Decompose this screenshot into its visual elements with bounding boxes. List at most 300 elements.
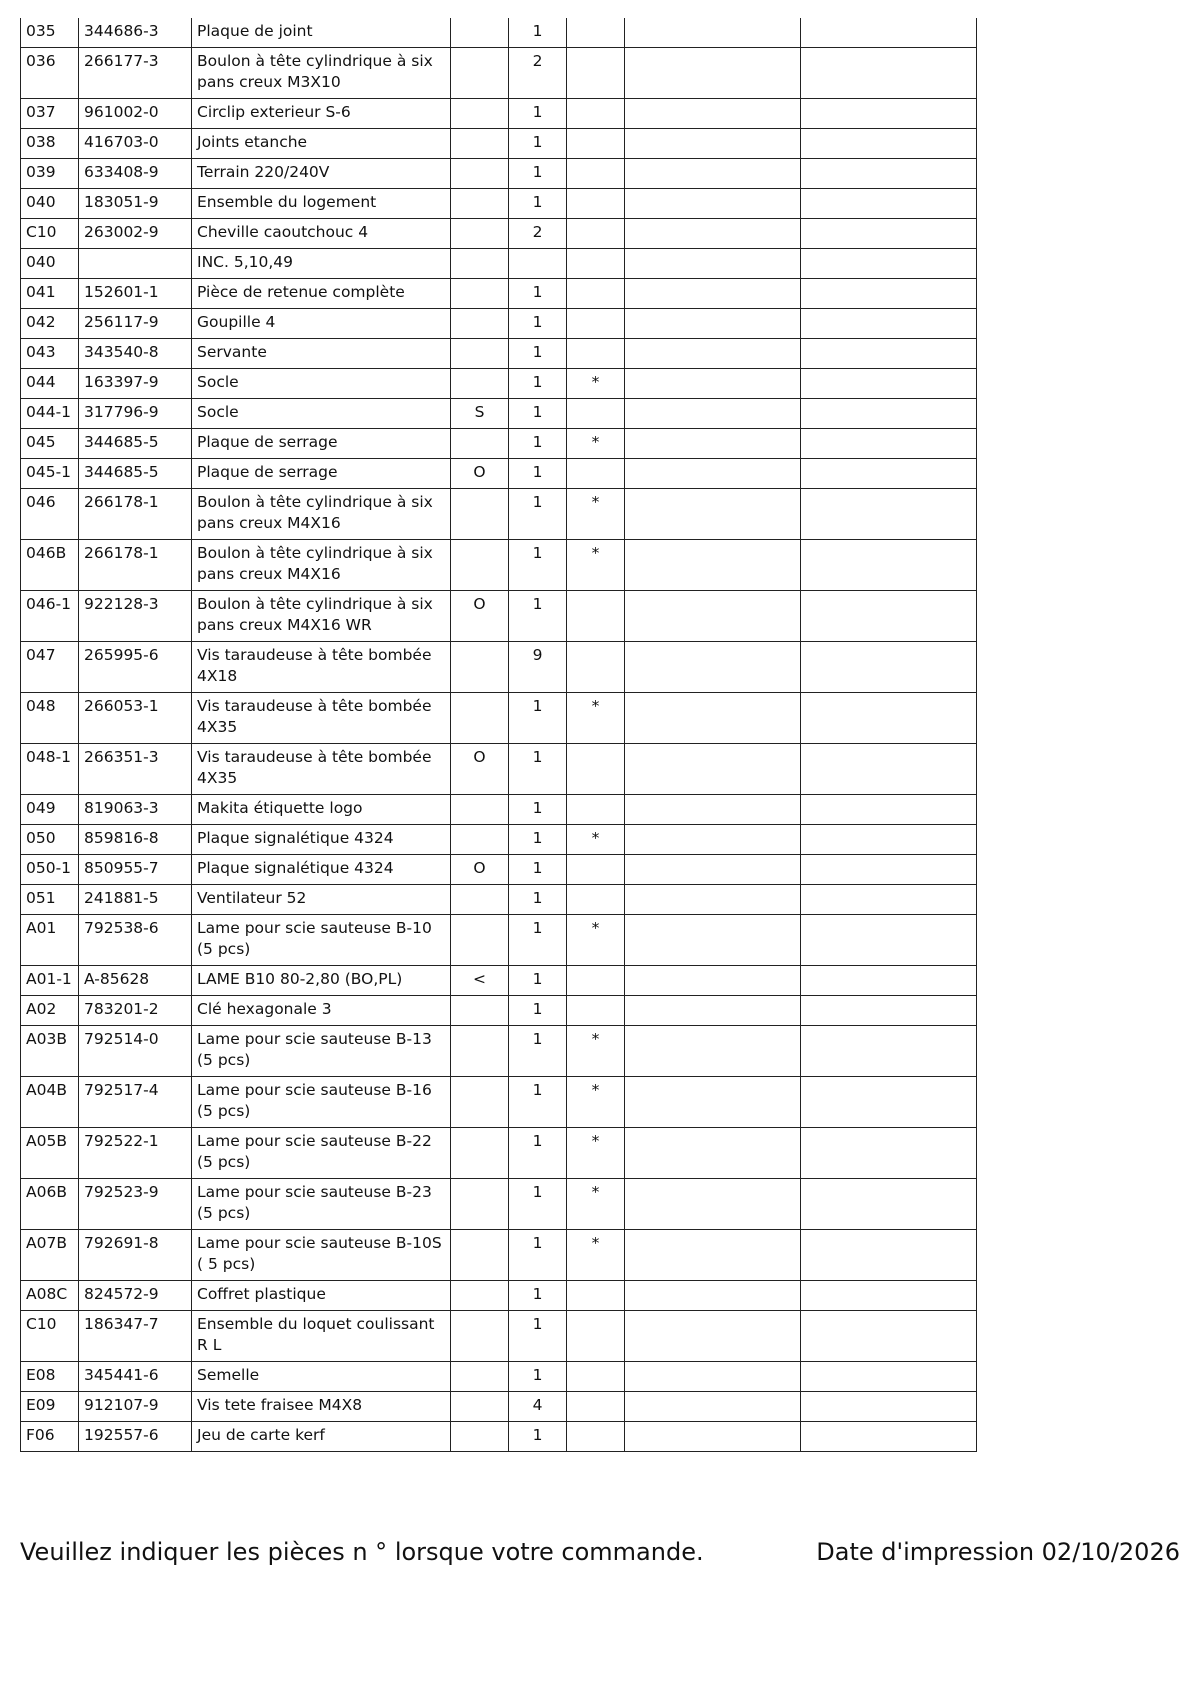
row-number: 036 — [21, 48, 79, 99]
part-number: 961002-0 — [79, 99, 192, 129]
part-description: Socle — [192, 399, 451, 429]
empty-cell — [801, 429, 977, 459]
row-number: A01 — [21, 915, 79, 966]
table-row — [21, 1077, 977, 1128]
part-description: Boulon à tête cylindrique à six pans creux M3X10 — [192, 48, 451, 99]
part-quantity: 1 — [509, 1422, 567, 1452]
part-description: Boulon à tête cylindrique à six pans creux M4X16 — [192, 489, 451, 540]
part-description: Socle — [192, 369, 451, 399]
part-description: Vis tete fraisee M4X8 — [192, 1392, 451, 1422]
empty-cell — [625, 1281, 801, 1311]
part-description: Boulon à tête cylindrique à six pans creux M4X16 — [192, 540, 451, 591]
empty-cell — [625, 129, 801, 159]
empty-cell — [801, 1392, 977, 1422]
table-row — [21, 795, 977, 825]
part-note — [451, 1179, 509, 1230]
part-note — [451, 642, 509, 693]
part-description: Lame pour scie sauteuse B-23 (5 pcs) — [192, 1179, 451, 1230]
row-number: E08 — [21, 1362, 79, 1392]
part-description: Ensemble du logement — [192, 189, 451, 219]
part-description: Ensemble du loquet coulissant R L — [192, 1311, 451, 1362]
part-note — [451, 915, 509, 966]
part-marker — [567, 1362, 625, 1392]
empty-cell — [801, 885, 977, 915]
part-quantity: 1 — [509, 591, 567, 642]
empty-cell — [801, 795, 977, 825]
part-number: 317796-9 — [79, 399, 192, 429]
part-description: Makita étiquette logo — [192, 795, 451, 825]
table-row — [21, 1422, 977, 1452]
part-note — [451, 540, 509, 591]
row-number: A03B — [21, 1026, 79, 1077]
empty-cell — [801, 1362, 977, 1392]
empty-cell — [625, 1392, 801, 1422]
part-marker — [567, 1281, 625, 1311]
empty-cell — [801, 129, 977, 159]
part-quantity: 1 — [509, 1362, 567, 1392]
part-note: O — [451, 459, 509, 489]
part-number: 266351-3 — [79, 744, 192, 795]
part-quantity: 1 — [509, 339, 567, 369]
part-number: 265995-6 — [79, 642, 192, 693]
row-number: A07B — [21, 1230, 79, 1281]
part-marker — [567, 219, 625, 249]
empty-cell — [801, 744, 977, 795]
table-row — [21, 885, 977, 915]
part-note — [451, 249, 509, 279]
part-quantity: 1 — [509, 399, 567, 429]
part-quantity: 1 — [509, 279, 567, 309]
part-quantity: 1 — [509, 744, 567, 795]
empty-cell — [625, 1128, 801, 1179]
empty-cell — [625, 1179, 801, 1230]
empty-cell — [801, 1230, 977, 1281]
table-row — [21, 489, 977, 540]
part-note — [451, 339, 509, 369]
row-number: 039 — [21, 159, 79, 189]
empty-cell — [801, 459, 977, 489]
part-number: 266178-1 — [79, 540, 192, 591]
part-description: Ventilateur 52 — [192, 885, 451, 915]
empty-cell — [801, 48, 977, 99]
part-quantity — [509, 249, 567, 279]
part-number: 344686-3 — [79, 18, 192, 48]
row-number: 040 — [21, 249, 79, 279]
part-description: Joints etanche — [192, 129, 451, 159]
part-description: LAME B10 80-2,80 (BO,PL) — [192, 966, 451, 996]
part-marker — [567, 309, 625, 339]
table-row — [21, 459, 977, 489]
empty-cell — [625, 540, 801, 591]
part-marker — [567, 855, 625, 885]
empty-cell — [801, 18, 977, 48]
table-row — [21, 1362, 977, 1392]
part-quantity: 1 — [509, 129, 567, 159]
part-quantity: 1 — [509, 1281, 567, 1311]
part-number: 256117-9 — [79, 309, 192, 339]
parts-table-body — [21, 18, 977, 1452]
part-number: 152601-1 — [79, 279, 192, 309]
part-quantity: 1 — [509, 99, 567, 129]
part-number: 183051-9 — [79, 189, 192, 219]
part-marker — [567, 189, 625, 219]
part-marker: * — [567, 540, 625, 591]
empty-cell — [801, 1179, 977, 1230]
part-number: 859816-8 — [79, 825, 192, 855]
part-number: 266177-3 — [79, 48, 192, 99]
empty-cell — [801, 369, 977, 399]
row-number: C10 — [21, 219, 79, 249]
part-marker: * — [567, 1077, 625, 1128]
row-number: 047 — [21, 642, 79, 693]
part-marker — [567, 339, 625, 369]
empty-cell — [625, 693, 801, 744]
part-note — [451, 18, 509, 48]
empty-cell — [625, 309, 801, 339]
part-marker — [567, 1311, 625, 1362]
part-quantity: 1 — [509, 189, 567, 219]
empty-cell — [801, 915, 977, 966]
part-description: Semelle — [192, 1362, 451, 1392]
table-row — [21, 1179, 977, 1230]
part-note — [451, 159, 509, 189]
part-note — [451, 99, 509, 129]
part-marker — [567, 249, 625, 279]
row-number: 046-1 — [21, 591, 79, 642]
empty-cell — [801, 642, 977, 693]
part-description: Servante — [192, 339, 451, 369]
empty-cell — [801, 339, 977, 369]
part-number: 850955-7 — [79, 855, 192, 885]
empty-cell — [625, 1422, 801, 1452]
table-row — [21, 279, 977, 309]
empty-cell — [625, 48, 801, 99]
part-description: Circlip exterieur S-6 — [192, 99, 451, 129]
table-row — [21, 1026, 977, 1077]
row-number: C10 — [21, 1311, 79, 1362]
part-quantity: 1 — [509, 459, 567, 489]
part-note — [451, 885, 509, 915]
empty-cell — [801, 1128, 977, 1179]
empty-cell — [801, 189, 977, 219]
row-number: A06B — [21, 1179, 79, 1230]
empty-cell — [625, 399, 801, 429]
part-marker: * — [567, 1026, 625, 1077]
part-marker — [567, 399, 625, 429]
part-note — [451, 825, 509, 855]
table-row — [21, 1392, 977, 1422]
row-number: 035 — [21, 18, 79, 48]
row-number: 041 — [21, 279, 79, 309]
row-number: A01-1 — [21, 966, 79, 996]
part-marker — [567, 1422, 625, 1452]
row-number: 048-1 — [21, 744, 79, 795]
empty-cell — [801, 1077, 977, 1128]
part-description: Vis taraudeuse à tête bombée 4X35 — [192, 693, 451, 744]
row-number: 048 — [21, 693, 79, 744]
empty-cell — [801, 219, 977, 249]
part-number: 266053-1 — [79, 693, 192, 744]
empty-cell — [801, 1281, 977, 1311]
row-number: 046B — [21, 540, 79, 591]
table-row — [21, 339, 977, 369]
part-note — [451, 279, 509, 309]
row-number: 050 — [21, 825, 79, 855]
part-note — [451, 369, 509, 399]
part-description: Goupille 4 — [192, 309, 451, 339]
parts-table — [20, 18, 977, 1452]
empty-cell — [625, 855, 801, 885]
part-description: Lame pour scie sauteuse B-13 (5 pcs) — [192, 1026, 451, 1077]
part-number: 266178-1 — [79, 489, 192, 540]
row-number: F06 — [21, 1422, 79, 1452]
empty-cell — [801, 591, 977, 642]
part-note — [451, 1077, 509, 1128]
table-row — [21, 48, 977, 99]
empty-cell — [625, 99, 801, 129]
part-description: Cheville caoutchouc 4 — [192, 219, 451, 249]
part-note — [451, 795, 509, 825]
part-note: O — [451, 591, 509, 642]
part-note — [451, 1281, 509, 1311]
part-description: Vis taraudeuse à tête bombée 4X35 — [192, 744, 451, 795]
part-description: Clé hexagonale 3 — [192, 996, 451, 1026]
row-number: 050-1 — [21, 855, 79, 885]
empty-cell — [801, 996, 977, 1026]
empty-cell — [625, 885, 801, 915]
part-description: Plaque de serrage — [192, 429, 451, 459]
part-description: Lame pour scie sauteuse B-10S ( 5 pcs) — [192, 1230, 451, 1281]
part-number: 792538-6 — [79, 915, 192, 966]
empty-cell — [625, 591, 801, 642]
part-marker — [567, 99, 625, 129]
part-number: 416703-0 — [79, 129, 192, 159]
part-quantity: 1 — [509, 915, 567, 966]
table-row — [21, 309, 977, 339]
part-note — [451, 129, 509, 159]
empty-cell — [625, 795, 801, 825]
part-note — [451, 48, 509, 99]
part-number: 912107-9 — [79, 1392, 192, 1422]
row-number: 051 — [21, 885, 79, 915]
empty-cell — [625, 744, 801, 795]
part-quantity: 2 — [509, 219, 567, 249]
part-marker: * — [567, 429, 625, 459]
table-row — [21, 219, 977, 249]
table-row — [21, 642, 977, 693]
empty-cell — [625, 489, 801, 540]
part-number: 263002-9 — [79, 219, 192, 249]
table-row — [21, 99, 977, 129]
empty-cell — [801, 159, 977, 189]
part-description: Coffret plastique — [192, 1281, 451, 1311]
part-number: 344685-5 — [79, 459, 192, 489]
part-marker: * — [567, 1179, 625, 1230]
part-note — [451, 309, 509, 339]
part-number — [79, 249, 192, 279]
table-row — [21, 18, 977, 48]
part-note — [451, 1392, 509, 1422]
part-marker — [567, 591, 625, 642]
empty-cell — [801, 399, 977, 429]
empty-cell — [625, 1026, 801, 1077]
empty-cell — [625, 249, 801, 279]
part-description: Boulon à tête cylindrique à six pans creux M4X16 WR — [192, 591, 451, 642]
table-row — [21, 249, 977, 279]
empty-cell — [625, 915, 801, 966]
part-note — [451, 489, 509, 540]
part-quantity: 1 — [509, 966, 567, 996]
part-description: Pièce de retenue complète — [192, 279, 451, 309]
empty-cell — [625, 219, 801, 249]
empty-cell — [625, 279, 801, 309]
table-row — [21, 591, 977, 642]
table-row — [21, 1128, 977, 1179]
part-marker — [567, 459, 625, 489]
empty-cell — [801, 1422, 977, 1452]
part-marker: * — [567, 693, 625, 744]
part-quantity: 1 — [509, 18, 567, 48]
part-note — [451, 693, 509, 744]
part-marker — [567, 48, 625, 99]
row-number: 038 — [21, 129, 79, 159]
part-marker: * — [567, 489, 625, 540]
empty-cell — [801, 279, 977, 309]
part-number: 783201-2 — [79, 996, 192, 1026]
table-row — [21, 189, 977, 219]
part-marker: * — [567, 915, 625, 966]
part-description: Lame pour scie sauteuse B-22 (5 pcs) — [192, 1128, 451, 1179]
empty-cell — [625, 429, 801, 459]
part-marker: * — [567, 369, 625, 399]
part-quantity: 1 — [509, 1230, 567, 1281]
empty-cell — [625, 18, 801, 48]
row-number: A04B — [21, 1077, 79, 1128]
part-note: S — [451, 399, 509, 429]
part-marker — [567, 966, 625, 996]
table-row — [21, 693, 977, 744]
table-row — [21, 159, 977, 189]
part-quantity: 1 — [509, 1311, 567, 1362]
part-quantity: 1 — [509, 693, 567, 744]
part-marker — [567, 642, 625, 693]
part-marker: * — [567, 825, 625, 855]
empty-cell — [801, 249, 977, 279]
part-quantity: 1 — [509, 795, 567, 825]
part-note — [451, 1362, 509, 1392]
part-quantity: 2 — [509, 48, 567, 99]
part-description: INC. 5,10,49 — [192, 249, 451, 279]
part-description: Lame pour scie sauteuse B-10 (5 pcs) — [192, 915, 451, 966]
part-number: 792522-1 — [79, 1128, 192, 1179]
part-number: 792691-8 — [79, 1230, 192, 1281]
part-number: 819063-3 — [79, 795, 192, 825]
part-description: Terrain 220/240V — [192, 159, 451, 189]
table-row — [21, 1281, 977, 1311]
part-note — [451, 996, 509, 1026]
part-marker — [567, 159, 625, 189]
table-row — [21, 966, 977, 996]
table-row — [21, 825, 977, 855]
part-number: 345441-6 — [79, 1362, 192, 1392]
row-number: 045 — [21, 429, 79, 459]
row-number: 037 — [21, 99, 79, 129]
part-quantity: 1 — [509, 309, 567, 339]
part-quantity: 1 — [509, 489, 567, 540]
part-marker — [567, 129, 625, 159]
empty-cell — [801, 825, 977, 855]
part-number: 792514-0 — [79, 1026, 192, 1077]
part-quantity: 1 — [509, 1128, 567, 1179]
part-marker — [567, 279, 625, 309]
empty-cell — [625, 996, 801, 1026]
part-quantity: 1 — [509, 996, 567, 1026]
part-note — [451, 1128, 509, 1179]
part-note: O — [451, 744, 509, 795]
table-row — [21, 540, 977, 591]
table-row — [21, 129, 977, 159]
order-instruction: Veuillez indiquer les pièces n ° lorsque votre commande. — [20, 1538, 704, 1566]
part-number: 922128-3 — [79, 591, 192, 642]
row-number: A02 — [21, 996, 79, 1026]
empty-cell — [625, 1362, 801, 1392]
part-number: 343540-8 — [79, 339, 192, 369]
empty-cell — [625, 642, 801, 693]
table-row — [21, 399, 977, 429]
part-quantity: 1 — [509, 1026, 567, 1077]
row-number: 043 — [21, 339, 79, 369]
part-description: Plaque de serrage — [192, 459, 451, 489]
table-row — [21, 915, 977, 966]
part-description: Plaque de joint — [192, 18, 451, 48]
row-number: 046 — [21, 489, 79, 540]
part-description: Lame pour scie sauteuse B-16 (5 pcs) — [192, 1077, 451, 1128]
part-note — [451, 1230, 509, 1281]
empty-cell — [625, 459, 801, 489]
part-marker — [567, 795, 625, 825]
part-description: Plaque signalétique 4324 — [192, 825, 451, 855]
table-row — [21, 429, 977, 459]
part-note: O — [451, 855, 509, 885]
row-number: 040 — [21, 189, 79, 219]
empty-cell — [801, 309, 977, 339]
part-note — [451, 1026, 509, 1077]
part-number: 163397-9 — [79, 369, 192, 399]
empty-cell — [801, 855, 977, 885]
part-description: Jeu de carte kerf — [192, 1422, 451, 1452]
part-note — [451, 189, 509, 219]
part-marker — [567, 1392, 625, 1422]
empty-cell — [801, 489, 977, 540]
empty-cell — [625, 1077, 801, 1128]
empty-cell — [801, 693, 977, 744]
part-marker — [567, 18, 625, 48]
table-row — [21, 744, 977, 795]
part-note — [451, 1311, 509, 1362]
row-number: A05B — [21, 1128, 79, 1179]
part-number: A-85628 — [79, 966, 192, 996]
empty-cell — [801, 540, 977, 591]
empty-cell — [625, 369, 801, 399]
part-quantity: 1 — [509, 855, 567, 885]
part-note — [451, 429, 509, 459]
part-quantity: 1 — [509, 1179, 567, 1230]
table-row — [21, 1311, 977, 1362]
row-number: A08C — [21, 1281, 79, 1311]
table-row — [21, 996, 977, 1026]
part-number: 824572-9 — [79, 1281, 192, 1311]
part-quantity: 1 — [509, 369, 567, 399]
